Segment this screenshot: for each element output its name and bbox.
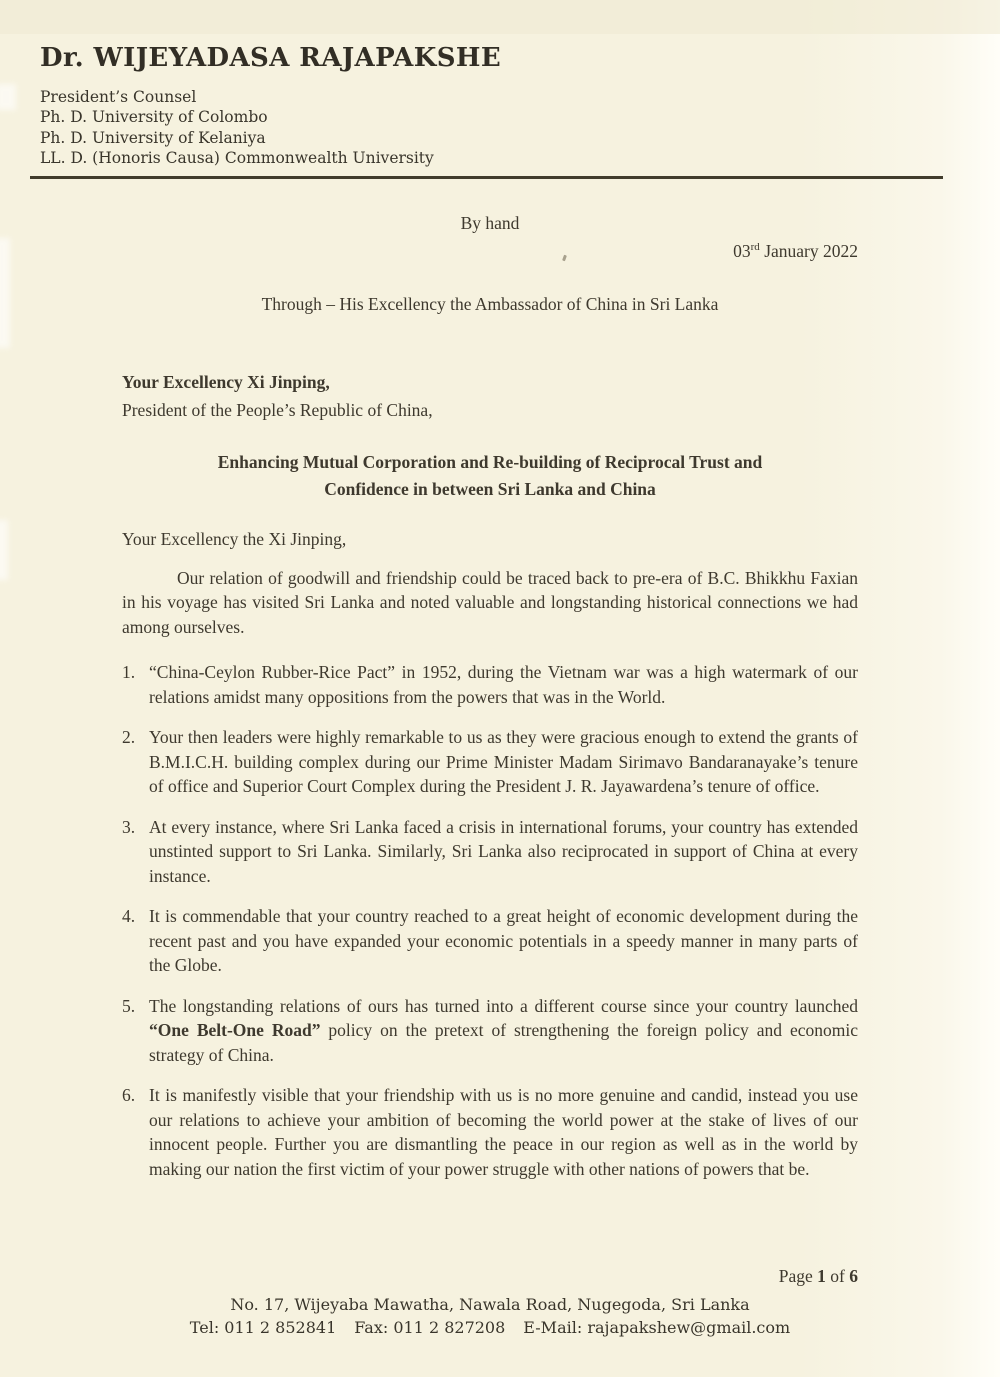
list-item-number: 1. <box>122 662 136 683</box>
list-item <box>122 1083 858 1181</box>
footer-email: E-Mail: rajapakshew@gmail.com <box>523 1318 791 1337</box>
delivery-method: By hand <box>460 212 520 233</box>
page-footer <box>122 1266 858 1339</box>
footer-contact <box>122 1316 858 1339</box>
footer-telephone: Tel: 011 2 852841 <box>189 1318 337 1337</box>
recipient-name: Your Excellency Xi Jinping, <box>122 372 330 393</box>
letterhead-divider <box>30 176 943 179</box>
scan-artifact-streak <box>0 238 10 348</box>
list-item-number: 5. <box>122 995 136 1016</box>
list-item <box>122 994 858 1068</box>
recipient-title: President of the People’s Republic of China, <box>122 400 433 421</box>
list-item-text: Your then leaders were highly remarkable to us as they were gracious enough to extend the grants of B.M.I.C.H. building complex during our Prime Minister Madam Sirimavo Bandaranayake’s tenure of office and Superior Court Complex during the President J. R. Jayawardena’s tenure of office. <box>149 727 858 797</box>
list-item-text: At every instance, where Sri Lanka faced a crisis in international forums, your country has extended unstinted support to Sri Lanka. Similarly, Sri Lanka also reciprocated in support of China at every instance. <box>149 816 858 886</box>
list-item-number: 4. <box>122 906 136 927</box>
footer-fax: Fax: 011 2 827208 <box>354 1318 506 1337</box>
list-item-number: 3. <box>122 816 136 837</box>
footer-address: No. 17, Wijeyaba Mawatha, Nawala Road, Nugegoda, Sri Lanka <box>230 1295 750 1314</box>
letterhead-credential: LL. D. (Honoris Causa) Commonwealth University <box>40 149 434 168</box>
letter-body <box>122 211 858 1182</box>
date-day: 03 <box>733 241 751 262</box>
page-number-current: 1 <box>817 1266 826 1286</box>
through-line: Through – His Excellency the Ambassador of China in Sri Lanka <box>261 293 719 314</box>
list-item-text: It is commendable that your country reached to a great height of economic development during the recent past and you have expanded your economic potentials in a speedy manner in many parts of the Globe. <box>149 906 858 976</box>
subject-line-2: Confidence in between Sri Lanka and China <box>324 479 656 500</box>
salutation: Your Excellency the Xi Jinping, <box>122 529 347 550</box>
list-item <box>122 660 858 709</box>
subject-heading <box>122 449 858 503</box>
list-item-text: “China-Ceylon Rubber-Rice Pact” in 1952, during the Vietnam war was a high watermark of our relations amidst many oppositions from the powers that was in the World. <box>149 662 858 707</box>
list-item-number: 6. <box>122 1085 136 1106</box>
letterhead-credential: Ph. D. University of Colombo <box>40 108 268 127</box>
letterhead-credential: President’s Counsel <box>40 87 197 106</box>
opening-paragraph: Our relation of goodwill and friendship could be traced back to pre-era of B.C. Bhikkhu Faxian in his voyage has visited Sri Lanka and noted valuable and longstanding historical connections we had among ourselves. <box>122 567 858 637</box>
list-item <box>122 815 858 889</box>
page-number-total: 6 <box>849 1266 858 1286</box>
numbered-points-list <box>122 660 858 1181</box>
letterhead-credentials <box>40 87 960 169</box>
recipient-block <box>122 368 858 424</box>
scan-artifact-streak <box>0 520 8 580</box>
date-month-year: January 2022 <box>759 241 858 262</box>
letterhead-credential: Ph. D. University of Kelaniya <box>40 128 266 147</box>
list-item-text: The longstanding relations of ours has turned into a different course since your country launched “One Belt-One Road” policy on the pretext of strengthening the foreign policy and economic strategy of China. <box>149 995 858 1065</box>
letter-date <box>122 239 858 264</box>
list-item-number: 2. <box>122 727 136 748</box>
list-item <box>122 904 858 978</box>
list-item-text: It is manifestly visible that your friendship with us is no more genuine and candid, instead you use our relations to achieve your ambition of becoming the world power at the stake of lives of our innocent people. Further you are dismantling the peace in our region as well as in the world by making our nation the first victim of your power struggle with other nations of powers that be. <box>149 1085 858 1179</box>
subject-line-1: Enhancing Mutual Corporation and Re-building of Reciprocal Trust and <box>217 452 763 473</box>
scan-artifact-top-band <box>0 0 1000 34</box>
date-ordinal-suffix: rd <box>750 241 760 254</box>
letterhead-name: Dr. WIJEYADASA RAJAPAKSHE <box>40 43 502 73</box>
page-number: Page 1 of 6 <box>778 1266 858 1286</box>
list-item <box>122 725 858 799</box>
scan-artifact-streak <box>0 84 16 110</box>
